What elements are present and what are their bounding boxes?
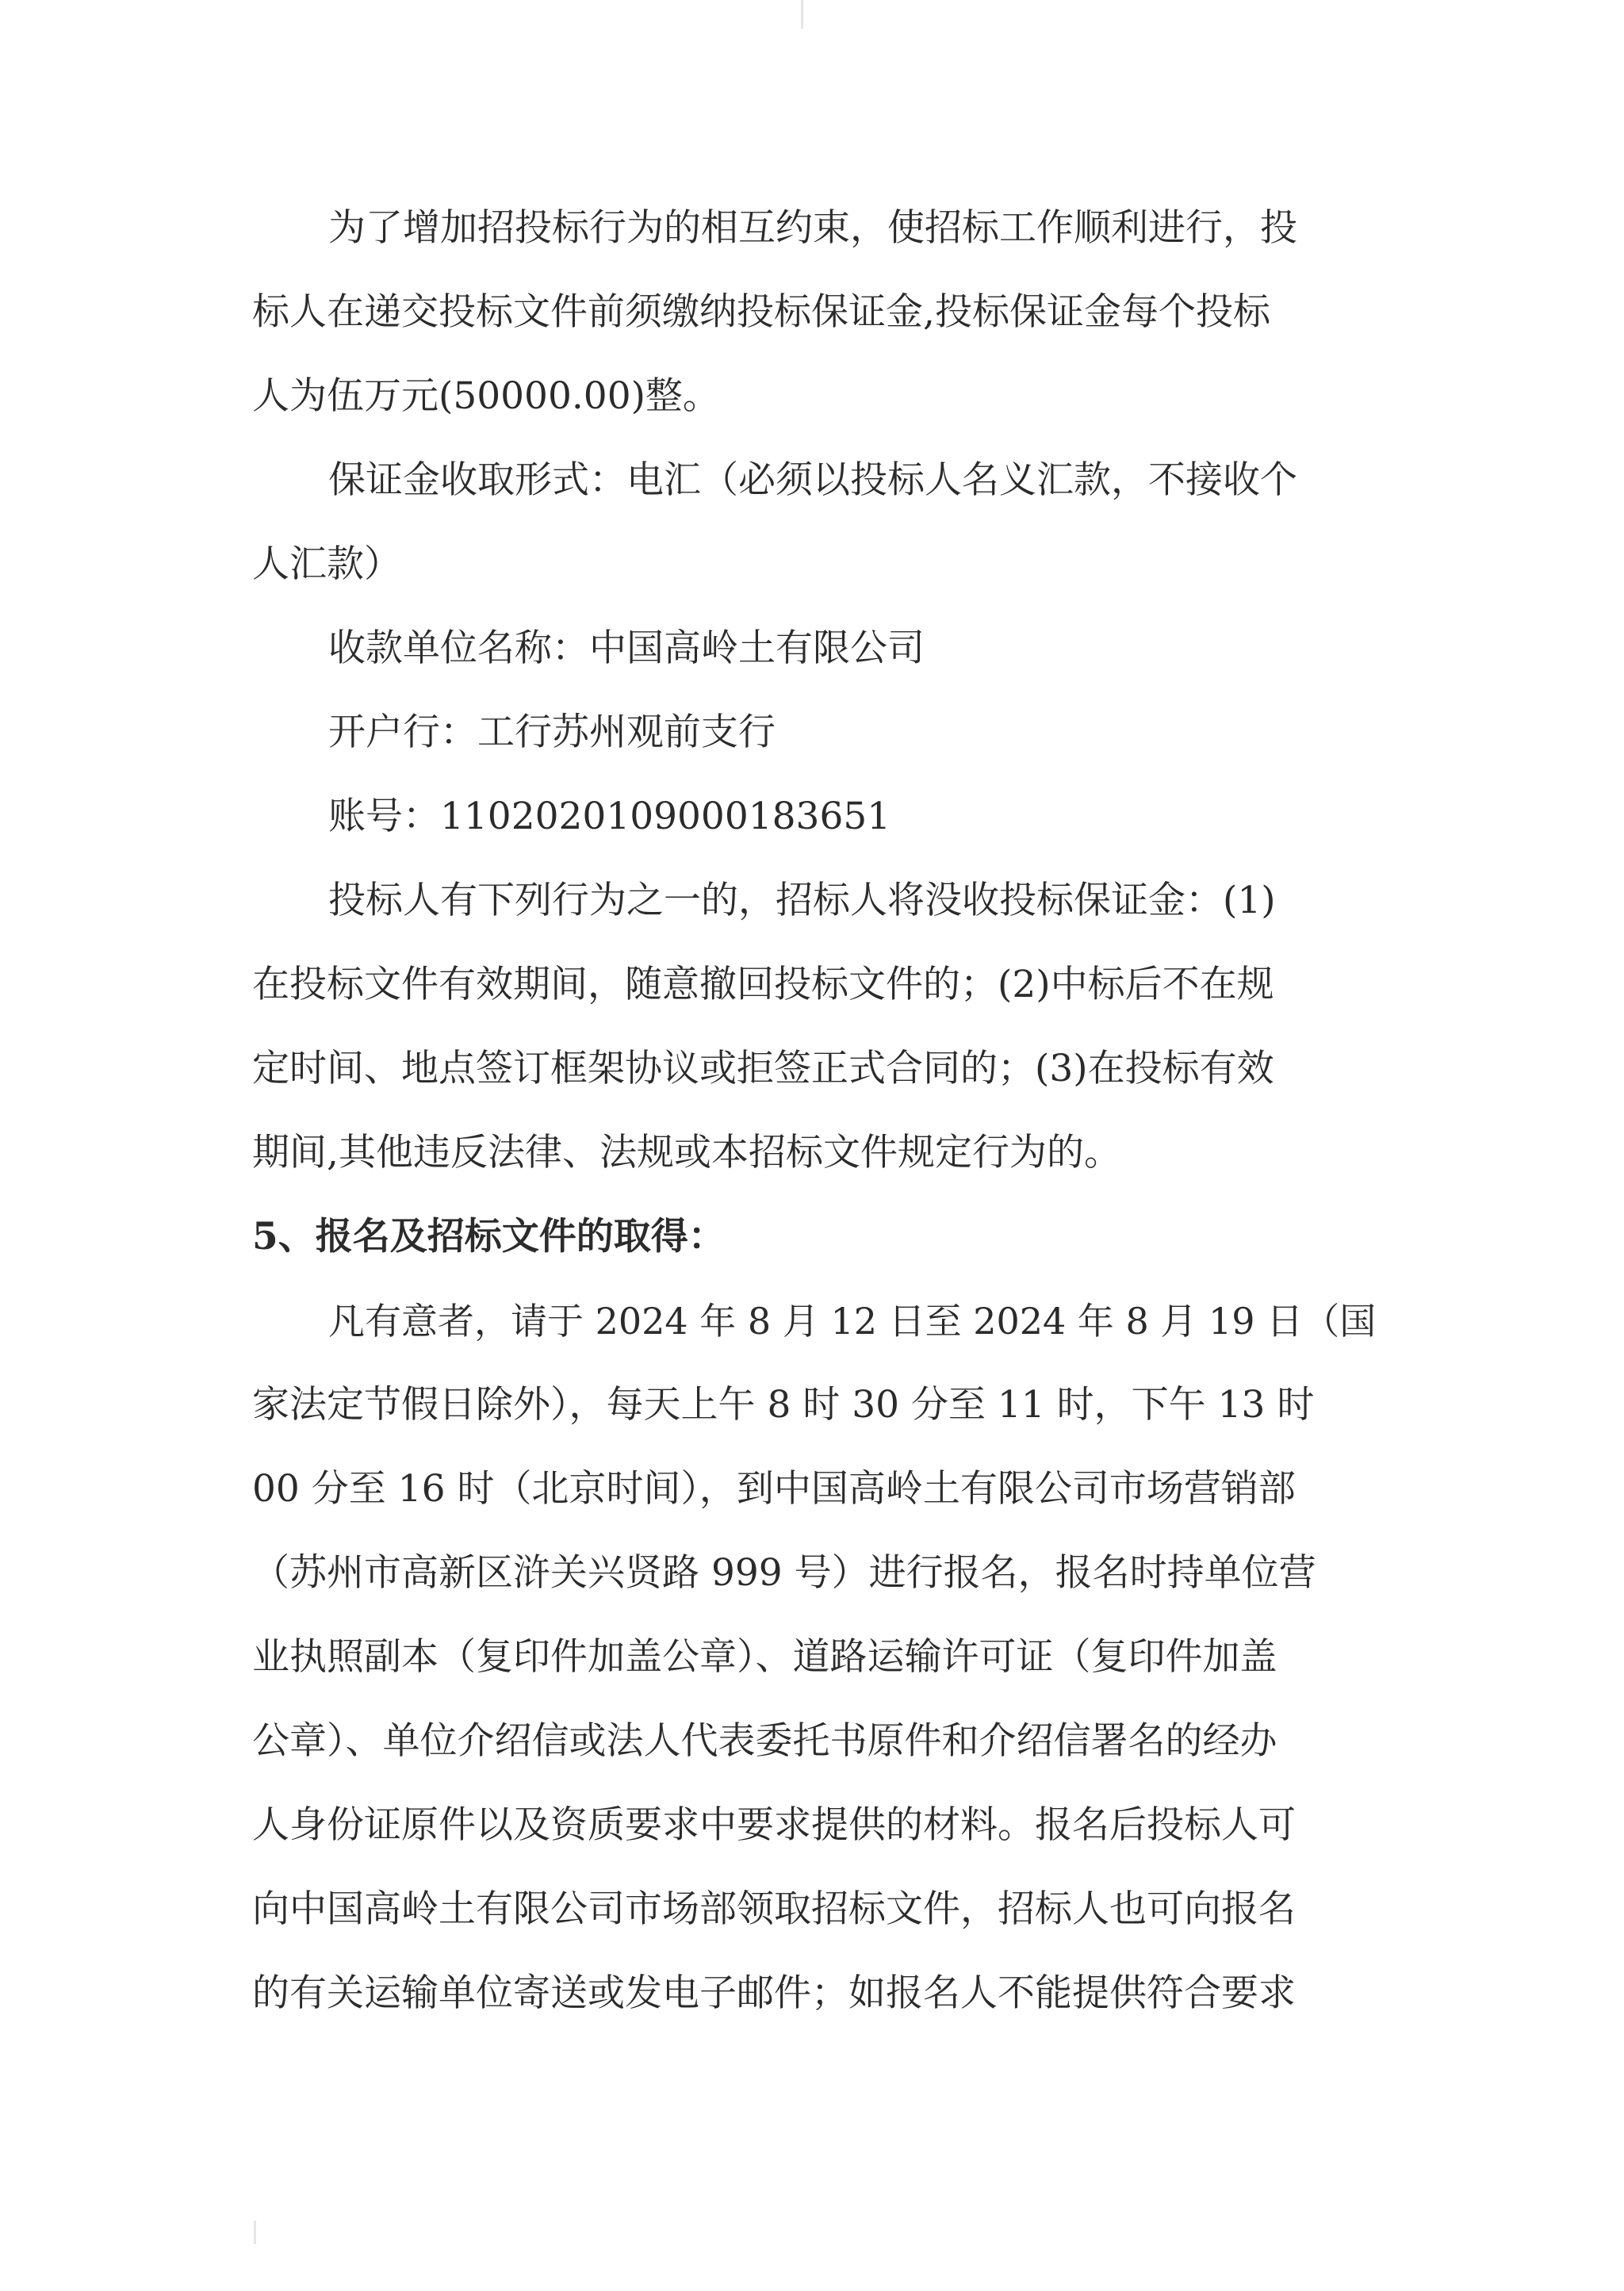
scan-artifact — [801, 0, 803, 29]
paragraph-line: 投标人有下列行为之一的，招标人将没收投标保证金：(1) — [328, 879, 1276, 922]
payee-line: 收款单位名称：中国高岭土有限公司 — [328, 626, 925, 670]
paragraph-line: （苏州市高新区浒关兴贤路 999 号）进行报名，报名时持单位营 — [252, 1551, 1316, 1595]
paragraph-line: 人为伍万元(50000.00)整。 — [252, 374, 720, 418]
paragraph-line: 标人在递交投标文件前须缴纳投标保证金,投标保证金每个投标 — [252, 290, 1270, 334]
section-heading: 5、报名及招标文件的取得： — [252, 1215, 726, 1259]
paragraph-line: 家法定节假日除外），每天上午 8 时 30 分至 11 时，下午 13 时 — [252, 1383, 1315, 1427]
account-line: 账号：1102020109000183651 — [328, 795, 891, 838]
bank-line: 开户行：工行苏州观前支行 — [328, 711, 776, 754]
paragraph-line: 为了增加招投标行为的相互约束，使招标工作顺利进行，投 — [328, 206, 1297, 250]
paragraph-line: 定时间、地点签订框架协议或拒签正式合同的；(3)在投标有效 — [252, 1047, 1274, 1090]
paragraph-line: 公章）、单位介绍信或法人代表委托书原件和介绍信署名的经办 — [252, 1719, 1277, 1763]
paragraph-line: 人汇款） — [252, 542, 401, 586]
scan-artifact — [254, 2220, 256, 2244]
paragraph-line: 在投标文件有效期间，随意撤回投标文件的；(2)中标后不在规 — [252, 963, 1274, 1006]
paragraph-line: 的有关运输单位寄送或发电子邮件；如报名人不能提供符合要求 — [252, 1971, 1296, 2015]
paragraph-line: 保证金收取形式：电汇（必须以投标人名义汇款，不接收个 — [328, 458, 1297, 502]
paragraph-line: 00 分至 16 时（北京时间），到中国高岭土有限公司市场营销部 — [252, 1467, 1296, 1511]
paragraph-line: 期间,其他违反法律、法规或本招标文件规定行为的。 — [252, 1131, 1121, 1174]
paragraph-line: 业执照副本（复印件加盖公章）、道路运输许可证（复印件加盖 — [252, 1635, 1277, 1679]
paragraph-line: 向中国高岭土有限公司市场部领取招标文件，招标人也可向报名 — [252, 1887, 1296, 1931]
paragraph-line: 凡有意者，请于 2024 年 8 月 12 日至 2024 年 8 月 19 日（国 — [328, 1300, 1377, 1343]
paragraph-line: 人身份证原件以及资质要求中要求提供的材料。报名后投标人可 — [252, 1803, 1296, 1847]
